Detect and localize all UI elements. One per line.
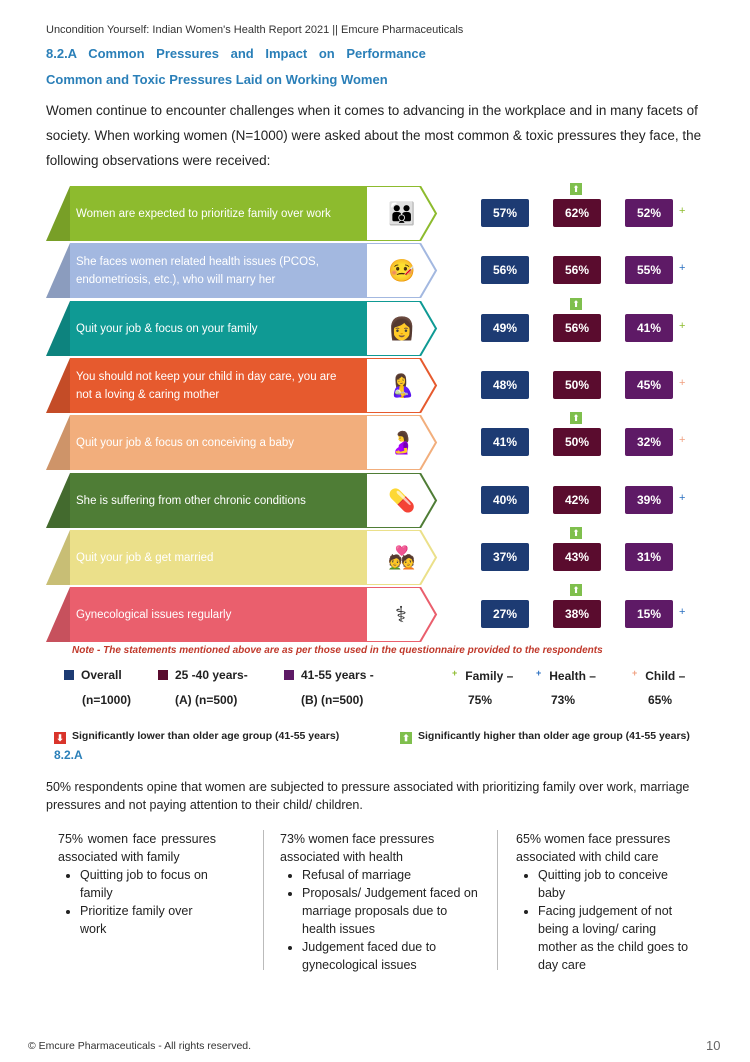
icon-box: [366, 358, 438, 413]
icon-box: [366, 530, 438, 585]
old-value: 52%: [625, 199, 673, 227]
band-slant: [46, 358, 70, 413]
band-slant: [46, 301, 70, 356]
band-slant: [46, 530, 70, 585]
category-marker: +: [679, 320, 686, 332]
pressure-label: She is suffering from other chronic conditions: [76, 494, 306, 507]
medicine-icon: 💊: [388, 487, 416, 513]
legend-young: 25 -40 years-: [158, 668, 248, 682]
pregnant-icon: 🤰: [388, 429, 416, 455]
pressure-label: Quit your job & focus on your family: [76, 322, 258, 335]
young-value: 56%: [553, 256, 601, 284]
legend-child: + Child –: [632, 668, 686, 683]
up-arrow-icon: ⬆: [570, 183, 582, 195]
pressure-label: She faces women related health issues (PCOS, endometriosis, etc.), who will marry her: [76, 255, 319, 286]
band-slant: [46, 415, 70, 470]
mother-icon: 👩: [388, 315, 416, 341]
legend-old: 41-55 years -: [284, 668, 374, 682]
category-marker: +: [679, 377, 686, 389]
pressure-label: You should not keep your child in day care, you are not a loving & caring mother: [76, 370, 337, 401]
list-item: • Judgement faced due to gynecological issues: [302, 938, 480, 974]
up-arrow-icon: ⬆: [570, 527, 582, 539]
overall-value: 40%: [481, 486, 529, 514]
up-arrow-icon: ⬆: [400, 732, 412, 744]
legend-child-pct: 65%: [648, 693, 673, 707]
legend-old-n: (B) (n=500): [301, 693, 364, 707]
legend-overall-n: (n=1000): [82, 693, 132, 707]
list-item: • Prioritize family over work: [80, 902, 216, 938]
pressure-band: [70, 587, 366, 642]
significance-higher: ⬆ Significantly higher than older age group (41-55 years): [400, 730, 690, 744]
overall-value: 48%: [481, 371, 529, 399]
list-item: • Facing judgement of not being a loving/ caring mother as the child goes to day care: [538, 902, 694, 974]
icon-box: [366, 243, 438, 298]
child-column: [516, 830, 694, 974]
child-lead: 65% women face pressures associated with child care: [516, 832, 671, 864]
legend-young-n: (A) (n=500): [175, 693, 238, 707]
overall-value: 27%: [481, 600, 529, 628]
young-value: 43%: [553, 543, 601, 571]
list-item: • Proposals/ Judgement faced on marriage proposals due to health issues: [302, 884, 480, 938]
old-value: 45%: [625, 371, 673, 399]
column-divider: [263, 830, 264, 970]
mother-child-icon: 🤱: [388, 372, 416, 398]
old-value: 55%: [625, 256, 673, 284]
young-swatch: [158, 670, 168, 680]
young-value: 56%: [553, 314, 601, 342]
legend-health: + Health –: [536, 668, 596, 683]
list-item: • Refusal of marriage: [302, 866, 480, 884]
sick-woman-icon: 🤒: [388, 257, 416, 283]
old-value: 41%: [625, 314, 673, 342]
pressure-label: Gynecological issues regularly: [76, 608, 232, 621]
family-icon: 👪: [388, 200, 416, 226]
pressure-band: [70, 473, 366, 528]
legend-overall: Overall: [64, 668, 122, 682]
young-value: 50%: [553, 371, 601, 399]
legend-health-pct: 73%: [551, 693, 576, 707]
pressure-band: [70, 415, 366, 470]
family-lead: 75% women face pressures associated with family: [58, 832, 216, 864]
overall-swatch: [64, 670, 74, 680]
icon-box: [366, 186, 438, 241]
icon-box: [366, 587, 438, 642]
significance-lower: ⬇ Significantly lower than older age group (41-55 years): [54, 730, 339, 744]
health-column: [280, 830, 480, 974]
legend-family-pct: 75%: [468, 693, 493, 707]
questionnaire-note: Note - The statements mentioned above are as per those used in the questionnaire provided to the respondents: [72, 645, 603, 656]
family-column: [58, 830, 216, 938]
section-title: 8.2.A Common Pressures and Impact on Performance: [46, 46, 426, 61]
category-marker: +: [679, 434, 686, 446]
pressure-label: Quit your job & focus on conceiving a baby: [76, 436, 294, 449]
young-value: 50%: [553, 428, 601, 456]
page-number: 10: [706, 1038, 721, 1053]
legend-family: + Family –: [452, 668, 514, 683]
band-slant: [46, 186, 70, 241]
overall-value: 41%: [481, 428, 529, 456]
up-arrow-icon: ⬆: [570, 584, 582, 596]
overall-value: 56%: [481, 256, 529, 284]
pressure-band: [70, 530, 366, 585]
icon-box: [366, 415, 438, 470]
overall-value: 57%: [481, 199, 529, 227]
old-value: 32%: [625, 428, 673, 456]
pressure-label: Quit your job & get married: [76, 551, 214, 564]
band-slant: [46, 587, 70, 642]
category-marker: +: [679, 205, 686, 217]
subsection-label: 8.2.A: [54, 748, 83, 762]
list-item: • Quitting job to conceive baby: [538, 866, 694, 902]
old-swatch: [284, 670, 294, 680]
report-header: Uncondition Yourself: Indian Women's Health Report 2021 || Emcure Pharmaceuticals: [46, 24, 464, 36]
band-slant: [46, 243, 70, 298]
down-arrow-icon: ⬇: [54, 732, 66, 744]
list-item: • Quitting job to focus on family: [80, 866, 216, 902]
health-lead: 73% women face pressures associated with health: [280, 832, 435, 864]
icon-box: [366, 473, 438, 528]
intro-paragraph: Women continue to encounter challenges when it comes to advancing in the workplace and in many facets of society. When working women (N=1000) were asked about the most common & toxic pressures they face, the following observations were received:: [46, 103, 702, 168]
column-divider: [497, 830, 498, 970]
pressure-band: [70, 186, 366, 241]
wedding-icon: 💑: [388, 544, 416, 570]
uterus-icon: ⚕: [395, 601, 407, 627]
pressure-band: [70, 301, 366, 356]
old-value: 39%: [625, 486, 673, 514]
band-slant: [46, 473, 70, 528]
category-marker: +: [679, 262, 686, 274]
overall-value: 37%: [481, 543, 529, 571]
summary-paragraph: 50% respondents opine that women are subjected to pressure associated with prioritizing family over work, marriage pressures and not paying attention to their child/ children.: [46, 780, 690, 812]
section-subtitle: Common and Toxic Pressures Laid on Working Women: [46, 72, 388, 87]
pressure-band: [70, 358, 366, 413]
up-arrow-icon: ⬆: [570, 412, 582, 424]
category-marker: +: [679, 606, 686, 618]
old-value: 31%: [625, 543, 673, 571]
up-arrow-icon: ⬆: [570, 298, 582, 310]
old-value: 15%: [625, 600, 673, 628]
pressure-label: Women are expected to prioritize family over work: [76, 207, 331, 220]
copyright-footer: © Emcure Pharmaceuticals - All rights reserved.: [28, 1040, 252, 1052]
icon-box: [366, 301, 438, 356]
pressure-band: [70, 243, 366, 298]
category-marker: +: [679, 492, 686, 504]
overall-value: 49%: [481, 314, 529, 342]
young-value: 42%: [553, 486, 601, 514]
young-value: 38%: [553, 600, 601, 628]
young-value: 62%: [553, 199, 601, 227]
